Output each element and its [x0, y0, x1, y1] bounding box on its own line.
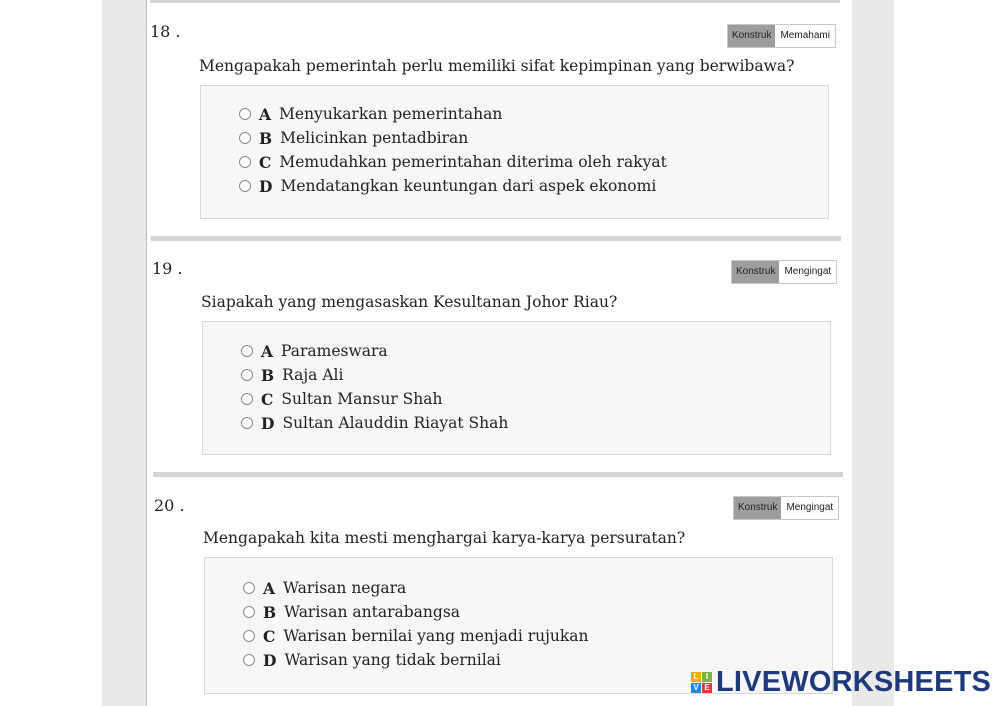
option-text: Memudahkan pemerintahan diterima oleh rakyat [279, 153, 667, 171]
option-letter: D [259, 176, 273, 196]
radio-button-icon[interactable] [241, 393, 253, 405]
options-box [200, 85, 829, 219]
divider-top [150, 0, 840, 3]
question-tags [731, 260, 837, 284]
option-text: Warisan negara [283, 579, 407, 597]
radio-button-icon[interactable] [239, 108, 251, 120]
option-letter: A [259, 104, 272, 124]
option-letter: A [261, 341, 274, 361]
tag-konstruk: Konstruk [734, 497, 781, 519]
tag-konstruk: Konstruk [728, 25, 775, 47]
divider [151, 236, 841, 241]
question-number: 18 . [150, 22, 181, 41]
option-letter: B [259, 128, 273, 148]
option-c[interactable] [241, 389, 442, 409]
option-text: Raja Ali [282, 366, 344, 384]
divider [153, 472, 843, 477]
option-text: Warisan antarabangsa [284, 603, 461, 621]
question-text: Siapakah yang mengasaskan Kesultanan Johor Riau? [201, 293, 618, 311]
option-letter: C [263, 626, 276, 646]
options-box [202, 321, 831, 455]
tag-level: Mengingat [781, 497, 838, 519]
logo-grid-icon [691, 672, 712, 693]
option-d[interactable] [243, 650, 501, 670]
option-letter: D [261, 413, 275, 433]
option-b[interactable] [239, 128, 468, 148]
option-text: Warisan yang tidak bernilai [284, 651, 501, 669]
option-c[interactable] [243, 626, 589, 646]
radio-button-icon[interactable] [239, 180, 251, 192]
radio-button-icon[interactable] [241, 345, 253, 357]
radio-button-icon[interactable] [243, 582, 255, 594]
option-text: Sultan Alauddin Riayat Shah [282, 414, 509, 432]
option-c[interactable] [239, 152, 667, 172]
option-text: Parameswara [281, 342, 388, 360]
logo-letter-e: E [702, 683, 712, 693]
option-letter: A [263, 578, 276, 598]
question-text: Mengapakah kita mesti menghargai karya-karya persuratan? [203, 529, 686, 547]
option-letter: D [263, 650, 277, 670]
option-a[interactable] [243, 578, 406, 598]
radio-button-icon[interactable] [243, 630, 255, 642]
option-text: Mendatangkan keuntungan dari aspek ekonomi [280, 177, 657, 195]
option-letter: B [261, 365, 275, 385]
tag-level: Memahami [775, 25, 834, 47]
liveworksheets-logo [691, 666, 991, 699]
option-letter: C [259, 152, 272, 172]
radio-button-icon[interactable] [241, 417, 253, 429]
option-text: Menyukarkan pemerintahan [279, 105, 503, 123]
logo-letter-l: L [691, 672, 701, 682]
option-a[interactable] [239, 104, 502, 124]
option-letter: B [263, 602, 277, 622]
left-margin-border [146, 0, 147, 706]
option-a[interactable] [241, 341, 388, 361]
option-b[interactable] [243, 602, 460, 622]
tag-konstruk: Konstruk [732, 261, 779, 283]
logo-letter-v: V [691, 683, 701, 693]
question-number: 20 . [154, 496, 185, 515]
option-d[interactable] [241, 413, 508, 433]
radio-button-icon[interactable] [239, 132, 251, 144]
radio-button-icon[interactable] [243, 654, 255, 666]
question-tags [727, 24, 836, 48]
question-text: Mengapakah pemerintah perlu memiliki sifat kepimpinan yang berwibawa? [199, 57, 795, 75]
radio-button-icon[interactable] [239, 156, 251, 168]
radio-button-icon[interactable] [241, 369, 253, 381]
right-margin [852, 0, 894, 706]
left-margin [102, 0, 146, 706]
logo-letter-i: I [702, 672, 712, 682]
option-text: Melicinkan pentadbiran [280, 129, 469, 147]
tag-level: Mengingat [779, 261, 836, 283]
logo-text: LIVEWORKSHEETS [716, 666, 992, 698]
option-letter: C [261, 389, 274, 409]
option-b[interactable] [241, 365, 343, 385]
question-tags [733, 496, 839, 520]
radio-button-icon[interactable] [243, 606, 255, 618]
option-d[interactable] [239, 176, 656, 196]
option-text: Warisan bernilai yang menjadi rujukan [283, 627, 589, 645]
question-number: 19 . [152, 259, 183, 278]
option-text: Sultan Mansur Shah [281, 390, 443, 408]
